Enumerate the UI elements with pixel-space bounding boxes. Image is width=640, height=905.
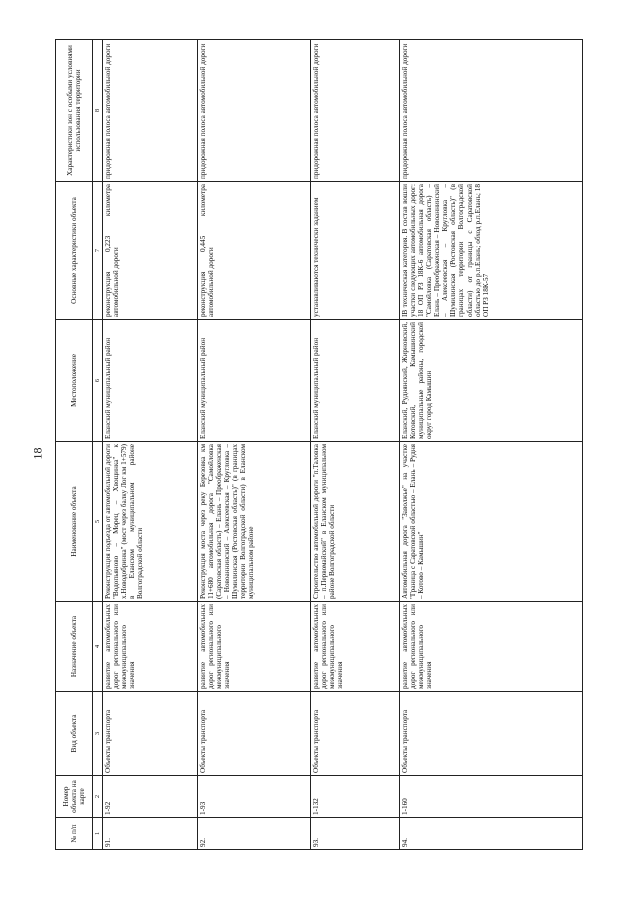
table-row [198,40,311,850]
cell-zones: придорожная полоса автомобильной дороги [400,40,583,182]
cell-purpose: развитие автомобильных дорог регионального или межмуниципального значения [311,602,400,692]
header-row [56,40,93,850]
cell-num: 91. [103,818,198,850]
header-cell-num: № п/п [56,818,93,850]
cell-location: Еланский муниципальный район [103,320,198,442]
cell-map-id: 1-132 [311,776,400,818]
header-cell-type: Вид объекта [56,692,93,776]
cell-location: Еланский муниципальный район [198,320,311,442]
header-cell-purpose: Назначение объекта [56,602,93,692]
cell-location: Еланский, Руднянский, Жирновский, Котовский, Камышинский муниципальные районы, городской округ город Камышин [400,320,583,442]
column-number: 3 [93,692,103,776]
cell-name: Автомобильная дорога "Заволжье" на участке "Граница с Саратовской областью – Елань – Рудня – Котово – Камышин" [400,442,583,602]
cell-type: Объекты транспорта [311,692,400,776]
header-cell-zones: Характеристики зон с особыми условиями использования территории [56,40,93,182]
cell-characteristics: реконструкция 0,223 километра автомобильной дороги [103,182,198,320]
header-cell-characteristics: Основные характеристики объекта [56,182,93,320]
column-number: 2 [93,776,103,818]
cell-num: 93. [311,818,400,850]
table-row [400,40,583,850]
header-cell-map-id: Номер объекта на карте [56,776,93,818]
cell-map-id: 1-92 [103,776,198,818]
cell-type: Объекты транспорта [400,692,583,776]
cell-num: 92. [198,818,311,850]
cell-type: Объекты транспорта [103,692,198,776]
cell-characteristics: реконструкция 0,445 километра автомобильной дороги [198,182,311,320]
cell-location: Еланский муниципальный район [311,320,400,442]
cell-name: Строительство автомобильной дороги "п.Таловка – п.Первомайский" в Еланском муниципальном районе Волгоградской области [311,442,400,602]
column-number: 8 [93,40,103,182]
column-number: 6 [93,320,103,442]
column-number-row [93,40,103,850]
cell-type: Объекты транспорта [198,692,311,776]
cell-purpose: развитие автомобильных дорог регионального или межмуниципального значения [103,602,198,692]
rotated-table-container [55,40,580,850]
table-row [311,40,400,850]
column-number: 5 [93,442,103,602]
cell-name: Реконструкция подъезда от автомобильной дороги "Водопьяново – Морец – Хвощинка" к х.Новодобринка" (мост через балку Лог км 1+579) в Еланском муниципальном районе Волгоградской области [103,442,198,602]
objects-table [55,39,583,850]
cell-name: Реконструкция моста через реку Березовка км 11+680 автомобильная дорога "Самойловка (Саратовская область) – Елань – Преображенская – Новоаннинский – Алексеевская – Кругловка – Шумилинская (Ростовская область)" (в границах территории Волгоградской области) в Еланском муниципальном районе [198,442,311,602]
column-number: 7 [93,182,103,320]
cell-zones: придорожная полоса автомобильной дороги [103,40,198,182]
cell-num: 94. [400,818,583,850]
column-number: 4 [93,602,103,692]
header-cell-name: Наименование объекта [56,442,93,602]
cell-characteristics: устанавливаются технически заданием [311,182,400,320]
cell-purpose: развитие автомобильных дорог регионального или межмуниципального значения [198,602,311,692]
cell-purpose: развитие автомобильных дорог регионального или межмуниципального значения [400,602,583,692]
cell-zones: придорожная полоса автомобильной дороги [311,40,400,182]
cell-map-id: 1-93 [198,776,311,818]
header-cell-location: Местоположение [56,320,93,442]
cell-zones: придорожная полоса автомобильной дороги [198,40,311,182]
cell-characteristics: IB техническая категория. В состав вошли участки следующих автомобильных дорог: 18 ОП РЗ 18К-6 автомобильная дорога "Самойловка (Саратовская область) – Елань – Преображенская – Новоаннинский – Алексеевская – Кругловка – Шумилинская (Ростовская область)" (в границах территории Волгоградской области) от границы с Саратовской областью до р.п.Елань; обход р.п.Елань; 18 ОП РЗ 18К-57 [400,182,583,320]
table-row [103,40,198,850]
column-number: 1 [93,818,103,850]
cell-map-id: 1-160 [400,776,583,818]
